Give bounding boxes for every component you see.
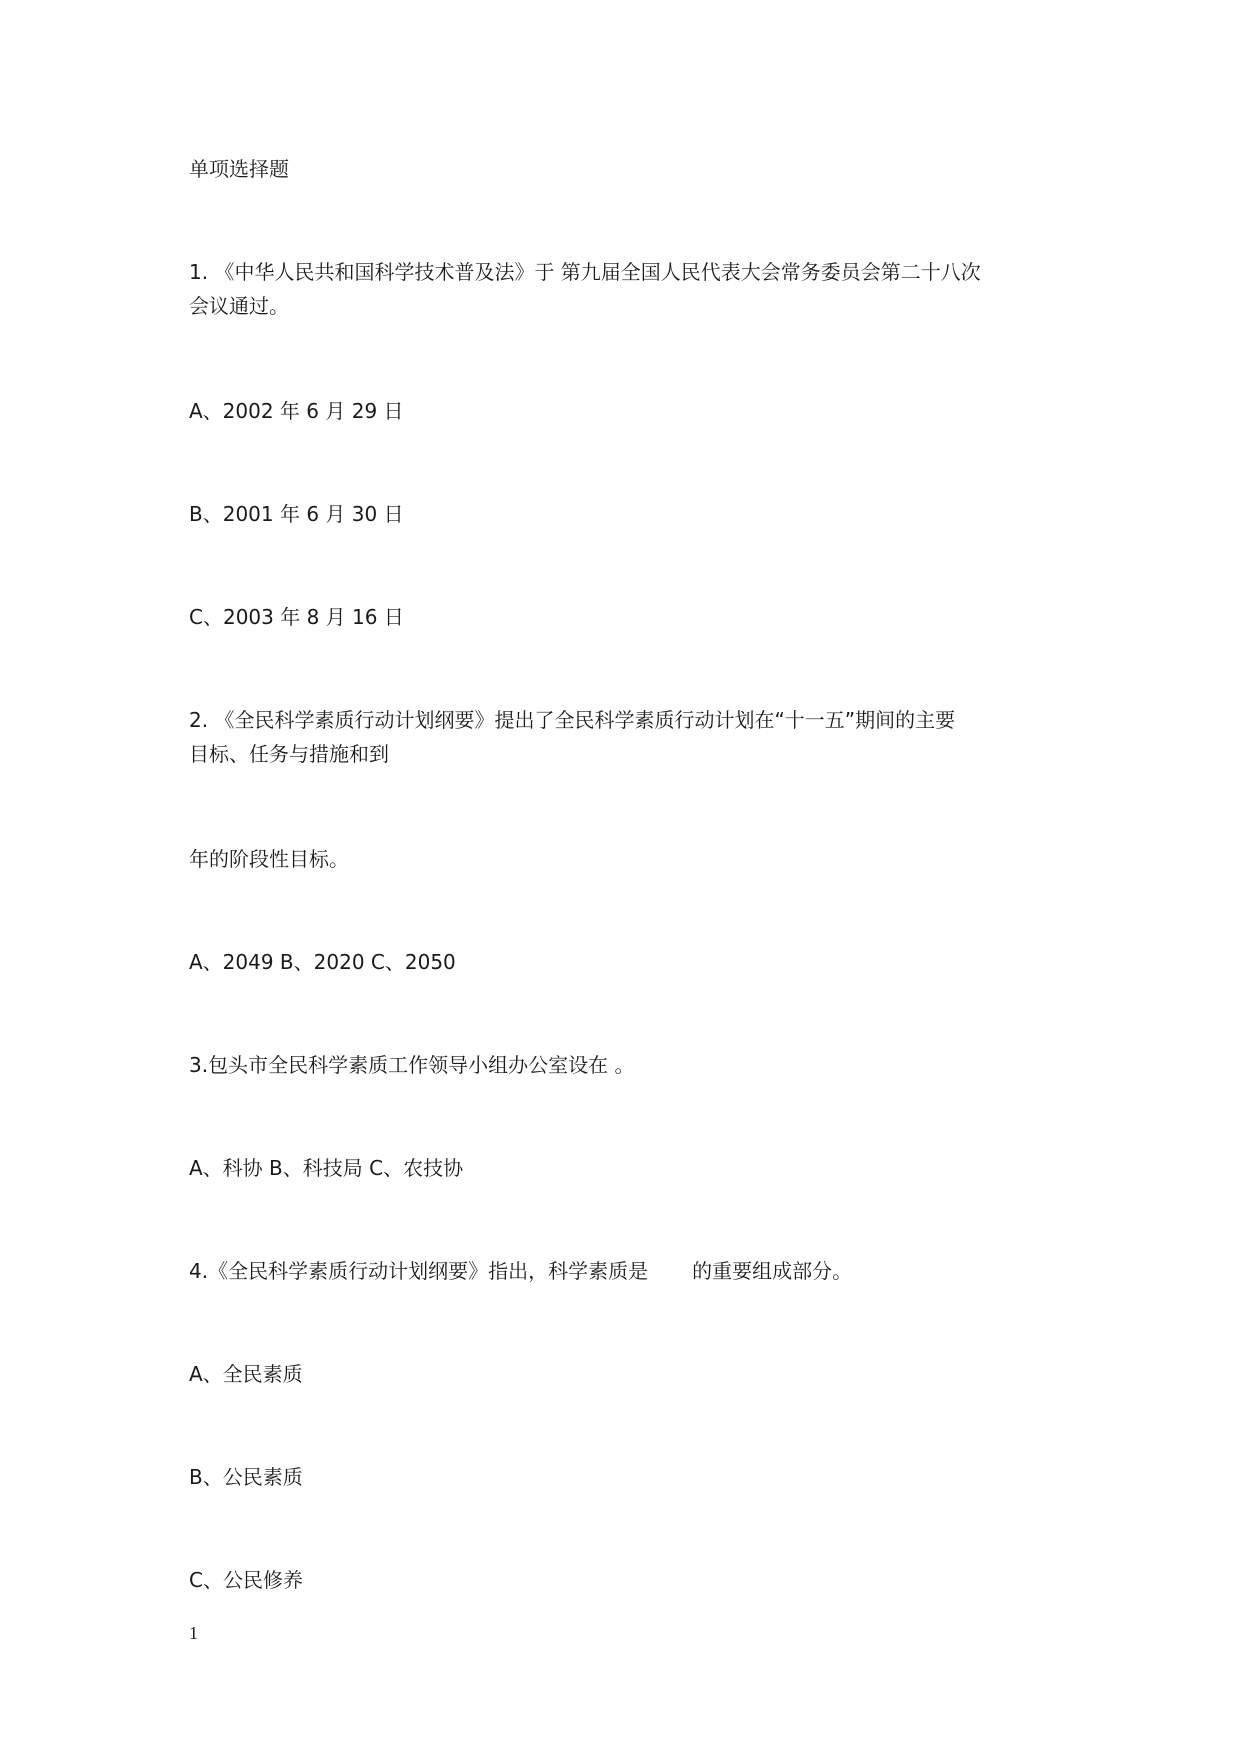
question-4-text: [189, 1257, 852, 1285]
question-2-text-line-2: 目标、任务与措施和到: [189, 742, 389, 766]
page-number: 1: [189, 1623, 198, 1643]
question-4-option-b: B、公民素质: [189, 1465, 303, 1489]
question-1-option-b: B、2001 年 6 月 30 日: [189, 502, 404, 526]
question-2-text-line-1: 2. 《全民科学素质行动计划纲要》提出了全民科学素质行动计划在“十一五”期间的主要: [189, 708, 956, 732]
question-4-option-c: C、公民修养: [189, 1568, 303, 1592]
question-2-options: A、2049 B、2020 C、2050: [189, 950, 456, 974]
section-title: 单项选择题: [189, 157, 289, 181]
question-4-option-a: A、全民素质: [189, 1362, 303, 1386]
question-4-text-part-1: 4.《全民科学素质行动计划纲要》指出，科学素质是: [189, 1259, 649, 1283]
question-2-text-line-3: 年的阶段性目标。: [189, 847, 349, 871]
question-1-option-c: C、2003 年 8 月 16 日: [189, 605, 404, 629]
question-4-text-part-2: 的重要组成部分。: [692, 1259, 853, 1283]
question-3-text: 3.包头市全民科学素质工作领导小组办公室设在 。: [189, 1053, 635, 1077]
question-1-text-line-2: 会议通过。: [189, 294, 289, 318]
question-1-text-line-1: 1. 《中华人民共和国科学技术普及法》于 第九届全国人民代表大会常务委员会第二十八次: [189, 260, 981, 284]
question-3-options: A、科协 B、科技局 C、农技协: [189, 1156, 464, 1180]
question-1-option-a: A、2002 年 6 月 29 日: [189, 399, 404, 423]
